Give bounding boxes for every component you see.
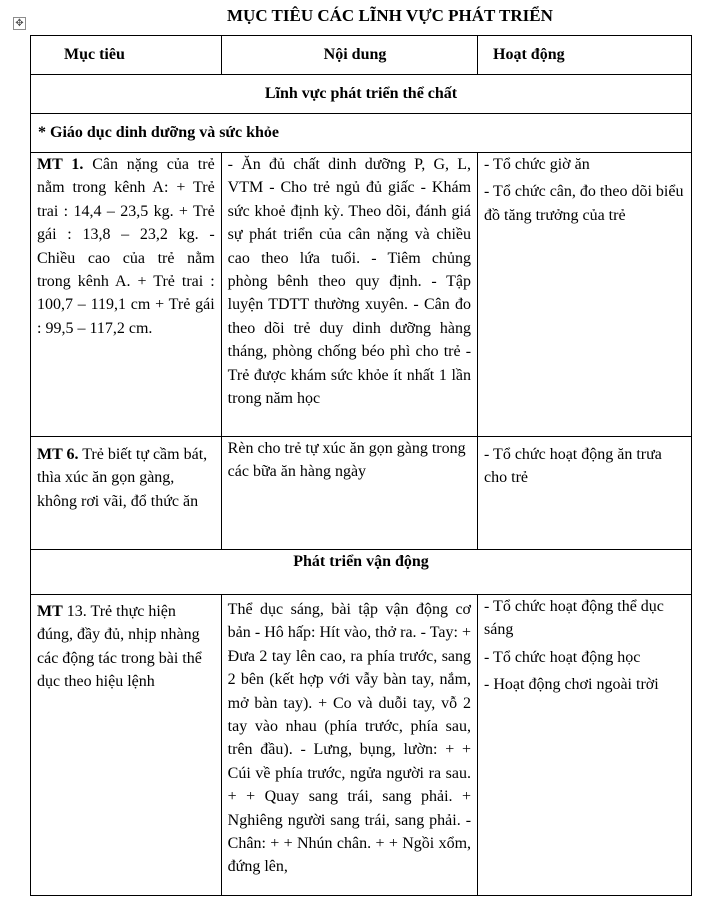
- goal-cell: [31, 595, 222, 896]
- activity-item: - Tổ chức hoạt động ăn trưa cho trẻ: [484, 446, 662, 487]
- goal-text: Trẻ biết tự cầm bát, thìa xúc ăn gọn gàng, không rơi vãi, đổ thức ăn: [37, 446, 208, 510]
- goal-code: MT: [37, 603, 63, 620]
- section-row-nutrition: [31, 114, 692, 153]
- goal-code: MT 6.: [37, 446, 79, 463]
- goal-text: 13. Trẻ thực hiện đúng, đầy đủ, nhịp nhàng các động tác trong bài thể dục theo hiệu lệnh: [37, 603, 202, 691]
- section-row-physical: [31, 75, 692, 114]
- table-row: [31, 437, 692, 550]
- goal-code: MT 1.: [37, 156, 84, 173]
- content-cell: Thể dục sáng, bài tập vận động cơ bản - Hô hấp: Hít vào, thở ra. - Tay: + Đưa 2 tay lên cao, ra phía trước, sang 2 bên (kết hợp với vẫy bàn tay, nắm, mở bàn tay). + Co và duỗi tay, vỗ 2 tay vào nhau (phía trước, phía sau, trên đầu). - Lưng, bụng, lườn: + + Cúi về phía trước, ngửa người ra sau. + + Quay sang trái, sang phải. + Nghiêng người sang trái, sang phải. - Chân: + + Nhún chân. + + Ngồi xổm, đứng lên,: [221, 595, 477, 896]
- document-title: MỤC TIÊU CÁC LĨNH VỰC PHÁT TRIỂN: [227, 6, 553, 25]
- goal-text: Cân nặng của trẻ nằm trong kênh A: + Trẻ trai : 14,4 – 23,5 kg. + Trẻ gái : 13,8 – 23,2 kg. - Chiều cao của trẻ nằm trong kênh A. + Trẻ trai : 100,7 – 119,1 cm + Trẻ gái : 99,5 – 117,2 cm.: [37, 156, 215, 337]
- goal-cell: [31, 153, 222, 437]
- goals-table: [30, 35, 692, 896]
- table-header-row: [31, 36, 692, 75]
- activity-cell: [478, 437, 692, 550]
- content-cell: Rèn cho trẻ tự xúc ăn gọn gàng trong các bữa ăn hàng ngày: [221, 437, 477, 550]
- content-cell: - Ăn đủ chất dinh dưỡng P, G, L, VTM - Cho trẻ ngủ đủ giấc - Khám sức khoẻ định kỳ. Theo dõi, đánh giá sự phát triển của cân nặng và chiều cao theo lứa tuổi. - Tiêm chủng phòng bênh theo quy định. - Tập luyện TDTT thường xuyên. - Cân đo theo dõi trẻ duy dinh dưỡng hàng tháng, phòng chống béo phì cho trẻ - Trẻ được khám sức khỏe ít nhất 1 lần trong năm học: [221, 153, 477, 437]
- table-move-handle-icon[interactable]: ✥: [13, 17, 26, 30]
- header-content: Nội dung: [221, 36, 477, 75]
- table-row: [31, 153, 692, 437]
- activity-item: - Tổ chức hoạt động thể dục sáng: [484, 598, 664, 639]
- section-title-physical: Lĩnh vực phát triển thể chất: [31, 75, 692, 114]
- activity-item: - Hoạt động chơi ngoài trời: [484, 676, 659, 694]
- goal-cell: [31, 437, 222, 550]
- activity-cell: [478, 595, 692, 896]
- table-row: [31, 595, 692, 896]
- section-title-nutrition: * Giáo dục dinh dưỡng và sức khỏe: [31, 114, 692, 153]
- activity-item: - Tổ chức giờ ăn: [484, 156, 590, 173]
- activity-item: - Tổ chức cân, đo theo dõi biểu đồ tăng trưởng của trẻ: [484, 183, 684, 224]
- activity-cell: [478, 153, 692, 437]
- section-title-motor: Phát triển vận động: [31, 550, 692, 595]
- section-row-motor: [31, 550, 692, 595]
- header-activity: Hoạt động: [478, 36, 692, 75]
- activity-item: - Tổ chức hoạt động học: [484, 648, 641, 666]
- header-goal: Mục tiêu: [31, 36, 222, 75]
